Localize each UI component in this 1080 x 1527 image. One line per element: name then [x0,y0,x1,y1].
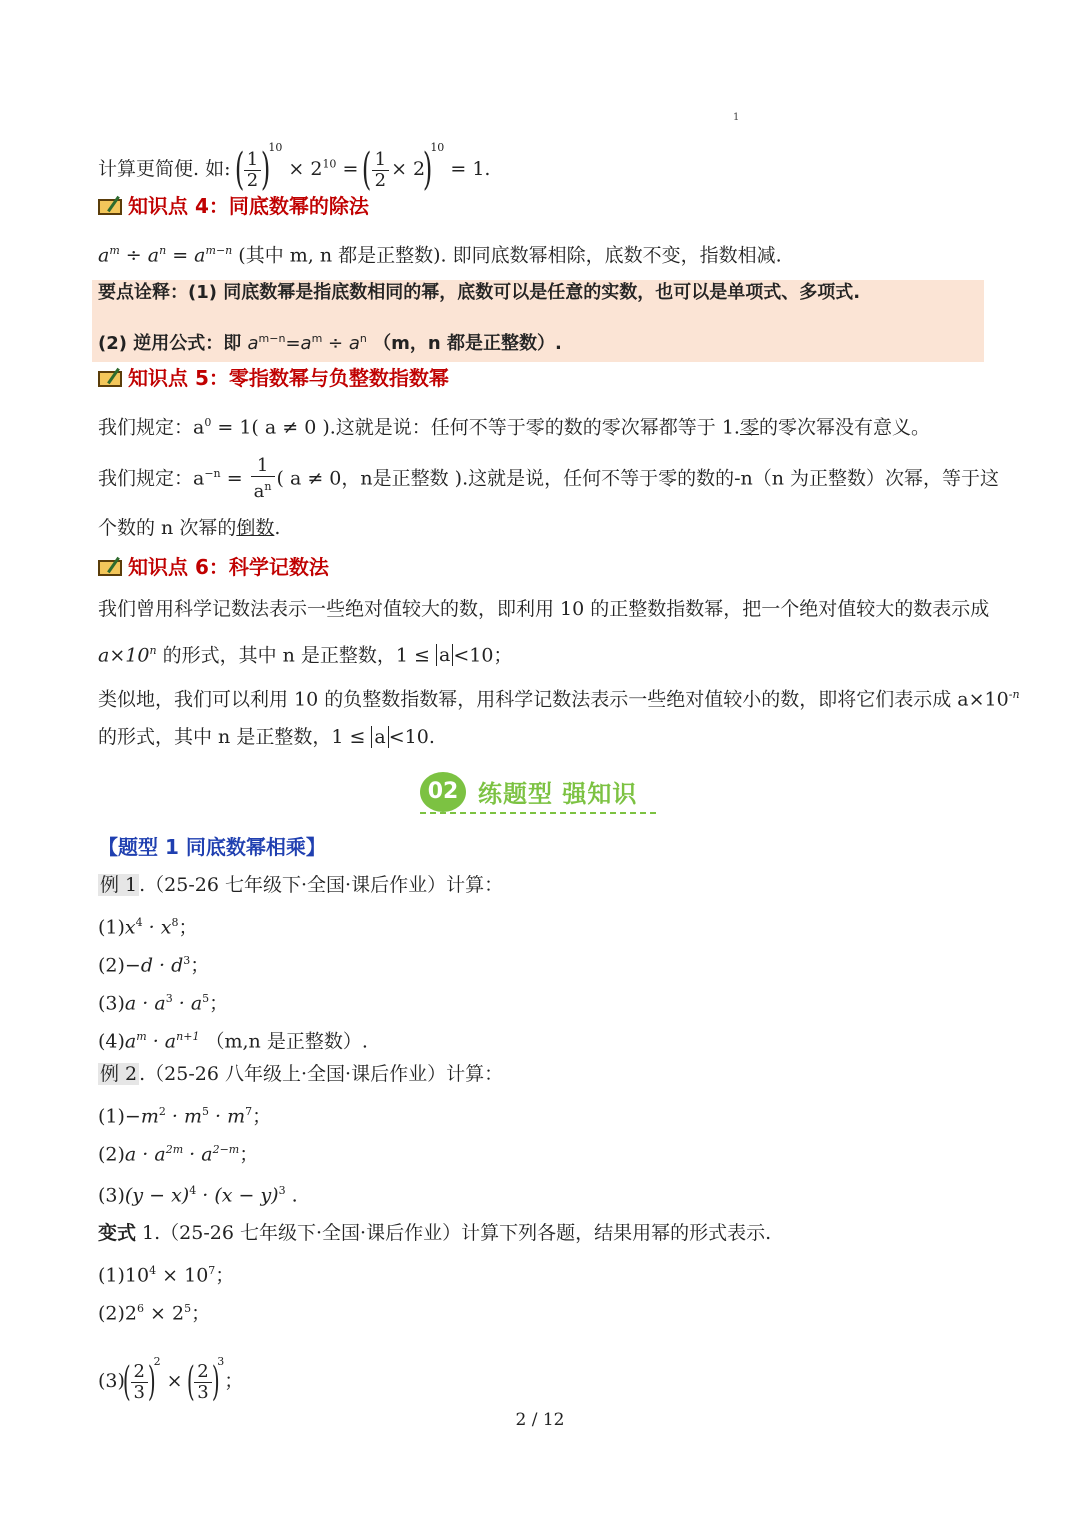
fraction-two-thirds: $\frac{2}{3}$ [131,1362,148,1403]
kp5-line-2: 我们规定：$a^{-n}$ = $\frac{1}{a^n}$ ( a ≠ 0，n是正整数 ).这就是说，任何不等于零的数的-n（n 为正整数）次幂，等于这 [98,455,1000,503]
variant-1-item-3: (3)( $\frac{2}{3}$ )$^2$ × ( $\frac{2}{3}$ )$^3$； [98,1355,244,1405]
kp5-heading: 知识点 5：零指数幂与负整数指数幂 [98,364,449,392]
kp4-note-1: 要点诠释：(1) 同底数幂是指底数相同的幂，底数可以是任意的实数，也可以是单项式、多项式. [98,282,861,303]
kp4-formula-line: $a^m \div a^n = a^{m-n}$ (其中 m, n 都是正整数). 即同底数幂相除，底数不变，指数相减. [98,244,782,267]
fraction-one-half: $\frac{1}{2}$ [244,150,261,191]
variant-1-item-1: $(1)10^4 \times 10^7$； [98,1264,235,1287]
kp4-heading: 知识点 4：同底数幂的除法 [98,192,369,220]
section-banner [420,768,660,816]
example-2-item-2: $(2)a \cdot a^{2m} \cdot a^{2-m}$； [98,1143,259,1166]
example-2-item-1: $(1)-m^2 \cdot m^5 \cdot m^7$； [98,1105,272,1128]
example-2-heading: 例 2 .（25-26 八年级上·全国·课后作业）计算： [100,1063,504,1085]
variant-1-item-2: $(2)2^6 \times 2^5$； [98,1302,211,1325]
kp5-line-1: 我们规定：$a^0 = 1$( a ≠ 0 ).这就是说：任何不等于零的数的零次幂都等于 1.零的零次幂没有意义。 [98,416,931,439]
book-icon [98,195,126,217]
fraction-one-half-b: $\frac{1}{2}$ [372,150,389,191]
section-banner-title: 练题型 强知识 [478,780,638,808]
kp4-note-2: (2) 逆用公式：即 $a^{m-n}=a^m \div a^n$ （m，n 都是正整数）. [98,332,562,354]
page-number: 2 / 12 [515,1410,565,1430]
kp6-paragraph-4: 的形式，其中 n 是正整数，1 ≤ a <10. [98,726,435,748]
kp6-paragraph-1: 我们曾用科学记数法表示一些绝对值较大的数，即利用 10 的正整数指数幂，把一个绝对值较大的数表示成 [98,598,990,620]
example-1-item-1: $(1)x^4 \cdot x^8$； [98,916,198,939]
variant-1-heading: 变式 1.（25-26 七年级下·全国·课后作业）计算下列各题，结果用幂的形式表示. [98,1222,772,1244]
kp5-line-3: 个数的 n 次幂的倒数. [98,517,281,539]
fraction-one-over-a-n: $\frac{1}{a^n}$ [251,456,275,502]
intro-text: 计算更简便. 如: [98,158,231,180]
book-icon [98,367,126,389]
example-2-item-3: $(3)(y - x)^4 \cdot (x - y)^3$ . [98,1184,298,1207]
intro-formula-line: 计算更简便. 如: ( $\frac{1}{2}$ )$^{10} \times 2^{10}$ = ( $\frac{1}{2}$ × 2)$^{10}$ = 1. [98,141,491,195]
example-1-item-4: $(4)a^m \cdot a^{n+1}$ （m,n 是正整数）. [98,1030,368,1053]
type1-heading: 【题型 1 同底数幂相乘】 [98,835,326,859]
page-tick-mark: 1 [733,112,740,123]
example-1-item-2: $(2)-d \cdot d^3$； [98,954,210,977]
kp6-paragraph-2: $a\times 10^n$ 的形式，其中 n 是正整数，1 ≤ a <10； [98,644,513,667]
book-icon [98,556,126,578]
example-1-item-3: $(3)a \cdot a^3 \cdot a^5$； [98,992,229,1015]
banner-dashed-underline [420,812,656,814]
section-number-badge: 02 [420,772,466,812]
kp6-paragraph-3: 类似地，我们可以利用 10 的负整数指数幂，用科学记数法表示一些绝对值较小的数，即将它们表示成 $a\times 10^{-n}$ [98,688,1020,711]
kp6-heading: 知识点 6：科学记数法 [98,553,329,581]
example-1-heading: 例 1 .（25-26 七年级下·全国·课后作业）计算： [100,874,504,896]
fraction-two-thirds-b: $\frac{2}{3}$ [194,1362,211,1403]
